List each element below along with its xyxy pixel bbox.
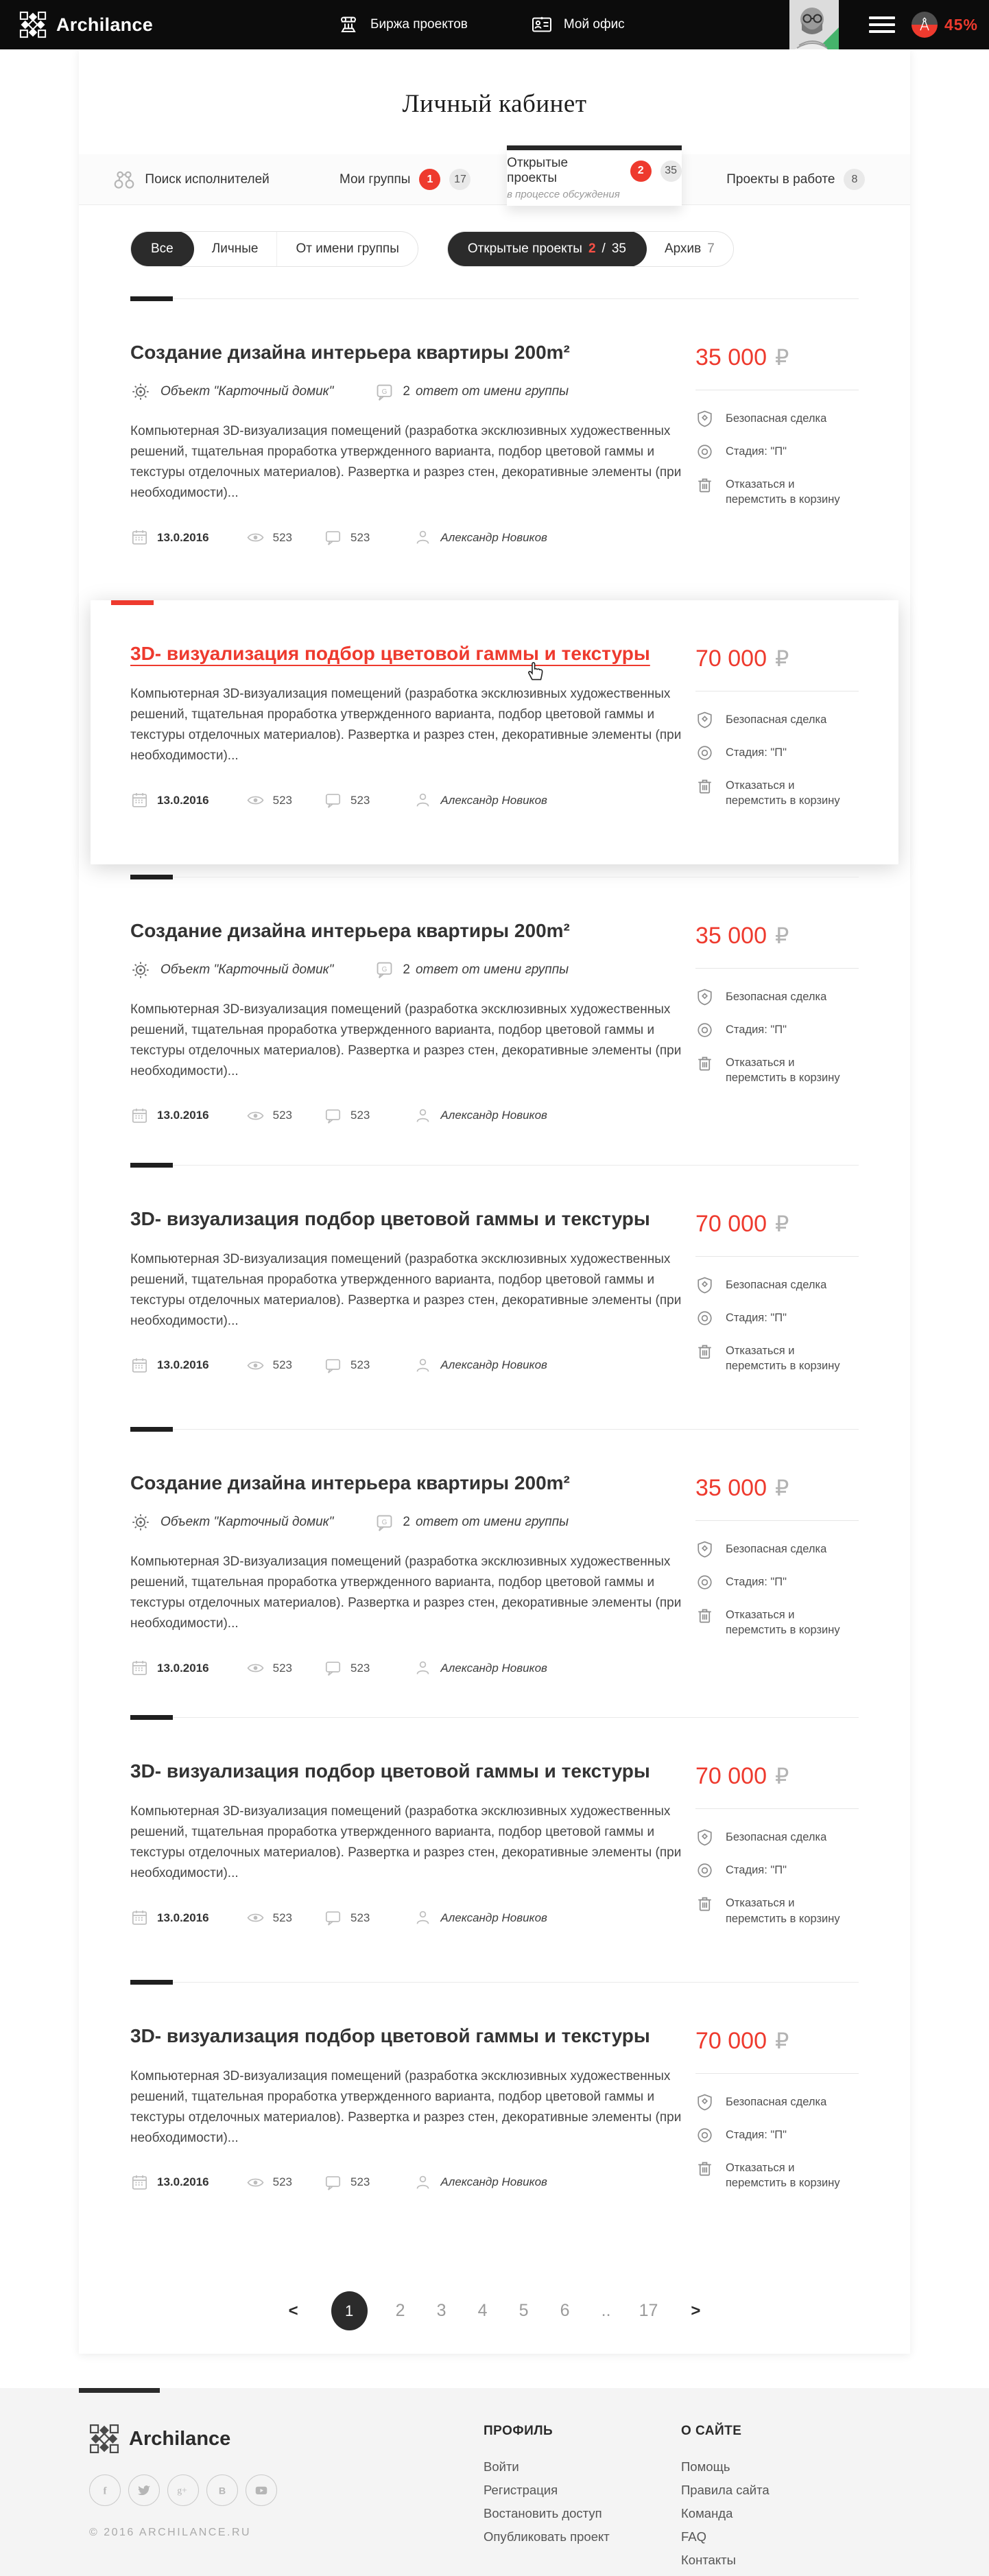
mouse-cursor-icon xyxy=(524,658,545,681)
pagination xyxy=(79,2291,910,2330)
stage[interactable]: Стадия: "П" xyxy=(695,444,859,461)
shield-icon xyxy=(695,2093,714,2112)
filter-archive[interactable]: Архив 7 xyxy=(664,241,715,256)
discard-to-trash[interactable]: Отказаться и перемстить в корзину xyxy=(695,1607,859,1638)
project-author: Александр Новиков xyxy=(440,2175,547,2189)
binoculars-icon xyxy=(112,168,136,191)
footer-link-publish-project[interactable]: Опубликовать проект xyxy=(484,2529,610,2544)
project-meta xyxy=(130,1909,687,1927)
profile-progress-icon[interactable] xyxy=(911,12,938,38)
footer-link-team[interactable]: Команда xyxy=(681,2506,733,2521)
footer-brand-name: Archilance xyxy=(129,2427,231,2450)
comment-count: 523 xyxy=(350,1661,370,1675)
project-description: Компьютерная 3D-визуализация помещений (разработка эксклюзивных художественных решений, тщательная проработка утвержденного варианта, подбор цветовой гаммы и текстуры отделочных материалов). Развертка и разрез стен, декоративные элементы (при необходимости)... xyxy=(130,687,682,764)
ruble-sign: ₽ xyxy=(775,646,789,672)
ruble-sign: ₽ xyxy=(775,345,789,370)
trash-icon xyxy=(695,777,714,795)
safe-deal[interactable]: Безопасная сделка xyxy=(695,989,859,1006)
footer-link-help[interactable]: Помощь xyxy=(681,2459,730,2474)
target-icon xyxy=(695,2126,714,2144)
safe-deal[interactable]: Безопасная сделка xyxy=(695,1541,859,1559)
filter-open-projects[interactable]: Открытые проекты 2 / 35 xyxy=(447,231,647,267)
project-date: 13.0.2016 xyxy=(157,530,209,544)
safe-deal[interactable]: Безопасная сделка xyxy=(695,2094,859,2112)
stage[interactable]: Стадия: "П" xyxy=(695,1574,859,1592)
ruble-sign: ₽ xyxy=(775,1476,789,1501)
group-replies xyxy=(374,1513,569,1533)
project-date: 13.0.2016 xyxy=(157,2175,209,2189)
project-side xyxy=(695,643,859,825)
page-6[interactable]: 6 xyxy=(560,2301,570,2321)
ruble-sign: ₽ xyxy=(775,1764,789,1789)
person-icon xyxy=(414,1107,432,1125)
project-author: Александр Новиков xyxy=(440,1661,547,1675)
shield-icon xyxy=(695,1828,714,1847)
project-meta xyxy=(130,791,687,810)
badge-total: 17 xyxy=(449,169,470,190)
nav-label: Мой офис xyxy=(563,17,625,32)
project-side xyxy=(695,1208,859,1390)
project-description: Компьютерная 3D-визуализация помещений (разработка эксклюзивных художественных решений, тщательная проработка утвержденного варианта, подбор цветовой гаммы и текстуры отделочных материалов). Развертка и разрез стен, декоративные элементы (при необходимости)... xyxy=(130,1555,682,1631)
project-card xyxy=(130,1982,859,2247)
project-date: 13.0.2016 xyxy=(157,1109,209,1122)
person-icon xyxy=(414,791,432,810)
project-description: Компьютерная 3D-визуализация помещений (разработка эксклюзивных художественных решений, тщательная проработка утвержденного варианта, подбор цветовой гаммы и текстуры отделочных материалов). Развертка и разрез стен, декоративные элементы (при необходимости)... xyxy=(130,424,682,501)
calendar-icon xyxy=(130,791,149,810)
vk-icon[interactable] xyxy=(206,2474,238,2506)
page-next-button[interactable]: > xyxy=(691,2301,701,2320)
shield-icon xyxy=(695,1540,714,1559)
view-count: 523 xyxy=(272,1661,293,1675)
project-date: 13.0.2016 xyxy=(157,793,209,807)
profile-progress-value: 45% xyxy=(944,15,978,34)
discard-to-trash[interactable]: Отказаться и перемстить в корзину xyxy=(695,1895,859,1926)
price-amount: 35 000 xyxy=(695,344,767,370)
person-icon xyxy=(414,528,432,547)
project-side xyxy=(695,2025,859,2207)
page-1[interactable]: 1 xyxy=(331,2291,368,2330)
page-2[interactable]: 2 xyxy=(395,2301,405,2321)
project-meta xyxy=(130,1356,687,1375)
discard-to-trash[interactable]: Отказаться и перемстить в корзину xyxy=(695,477,859,508)
group-replies xyxy=(374,960,569,980)
project-price xyxy=(695,1475,859,1502)
open-count-total: 35 xyxy=(611,241,626,256)
footer-link-register[interactable]: Регистрация xyxy=(484,2483,558,2498)
open-count-new: 2 xyxy=(588,241,596,256)
comment-count: 523 xyxy=(350,1358,370,1372)
tab-label: Проекты в работе xyxy=(726,172,835,187)
gear-icon xyxy=(130,960,151,980)
project-object-row xyxy=(130,960,687,980)
project-meta xyxy=(130,1659,687,1677)
comment-icon xyxy=(324,528,342,547)
eye-icon xyxy=(246,791,265,810)
project-price xyxy=(695,2028,859,2055)
drafting-compass-icon xyxy=(916,16,933,33)
project-meta xyxy=(130,528,687,547)
footer-column-profile xyxy=(484,2424,681,2572)
view-count: 523 xyxy=(272,1358,293,1372)
trash-icon xyxy=(695,475,714,494)
price-amount: 35 000 xyxy=(695,922,767,949)
view-count: 523 xyxy=(272,1911,293,1924)
stage[interactable]: Стадия: "П" xyxy=(695,1022,859,1039)
footer-logo[interactable] xyxy=(89,2424,484,2454)
tab-open-projects[interactable] xyxy=(507,145,682,206)
divider xyxy=(695,691,859,692)
eye-icon xyxy=(246,1356,265,1375)
project-title-link[interactable]: 3D- визуализация подбор цветовой гаммы и текстуры xyxy=(130,1207,650,1229)
id-card-icon xyxy=(531,14,553,36)
project-description: Компьютерная 3D-визуализация помещений (разработка эксклюзивных художественных решений, тщательная проработка утвержденного варианта, подбор цветовой гаммы и текстуры отделочных материалов). Развертка и разрез стен, декоративные элементы (при необходимости)... xyxy=(130,1251,682,1328)
project-card xyxy=(130,877,859,1165)
group-bubble-icon xyxy=(374,960,394,980)
replies-label: ответ от имени группы xyxy=(415,384,569,399)
project-author: Александр Новиков xyxy=(440,1358,547,1372)
replies-count: 2 xyxy=(403,384,410,399)
project-title-link[interactable]: Создание дизайна интерьера квартиры 200m² xyxy=(130,342,570,363)
gear-icon xyxy=(130,1512,151,1533)
project-list xyxy=(79,298,910,2246)
trash-icon xyxy=(695,1894,714,1913)
footer-link-restore-access[interactable]: Востановить доступ xyxy=(484,2506,602,2521)
project-object: Объект "Карточный домик" xyxy=(160,384,334,399)
person-icon xyxy=(414,1659,432,1677)
person-icon xyxy=(414,2173,432,2192)
tab-search-performers[interactable] xyxy=(79,154,303,204)
project-author: Александр Новиков xyxy=(440,793,547,807)
page-4[interactable]: 4 xyxy=(477,2301,488,2321)
replies-count: 2 xyxy=(403,1515,410,1530)
brand-name: Archilance xyxy=(56,14,154,35)
scope-filter-group xyxy=(130,231,418,267)
column-icon xyxy=(337,14,359,36)
group-replies xyxy=(374,382,569,402)
comment-count: 523 xyxy=(350,1109,370,1122)
eye-icon xyxy=(246,528,265,547)
footer-link-rules[interactable]: Правила сайта xyxy=(681,2483,770,2498)
project-meta xyxy=(130,2173,687,2192)
comment-icon xyxy=(324,1909,342,1927)
archilance-logo-icon xyxy=(19,11,47,38)
eye-icon xyxy=(246,1909,265,1927)
calendar-icon xyxy=(130,1659,149,1677)
page-title: Личный кабинет xyxy=(402,90,587,118)
header-right xyxy=(789,0,989,49)
target-icon xyxy=(695,1861,714,1880)
footer-column-title: ПРОФИЛЬ xyxy=(484,2424,553,2439)
page-5[interactable]: 5 xyxy=(519,2301,529,2321)
divider xyxy=(695,968,859,969)
tab-label: Поиск исполнителей xyxy=(145,172,270,187)
count-separator: / xyxy=(601,241,606,256)
stage[interactable]: Стадия: "П" xyxy=(695,2127,859,2144)
project-description: Компьютерная 3D-визуализация помещений (разработка эксклюзивных художественных решений, тщательная проработка утвержденного варианта, подбор цветовой гаммы и текстуры отделочных материалов). Развертка и разрез стен, декоративные элементы (при необходимости)... xyxy=(130,2068,682,2145)
calendar-icon xyxy=(130,528,149,547)
target-icon xyxy=(695,744,714,762)
project-date: 13.0.2016 xyxy=(157,1661,209,1675)
comment-count: 523 xyxy=(350,1911,370,1924)
main-container xyxy=(79,49,910,2354)
project-title-link[interactable]: Создание дизайна интерьера квартиры 200m² xyxy=(130,919,570,941)
safe-deal[interactable]: Безопасная сделка xyxy=(695,1277,859,1295)
nav-item-exchange[interactable] xyxy=(337,14,468,36)
top-header xyxy=(0,0,989,49)
project-card-hovered xyxy=(91,600,898,864)
gear-icon xyxy=(130,381,151,402)
eye-icon xyxy=(246,2173,265,2192)
google-plus-icon[interactable] xyxy=(167,2474,199,2506)
target-icon xyxy=(695,1573,714,1592)
price-amount: 70 000 xyxy=(695,1210,767,1237)
project-price xyxy=(695,923,859,949)
page-3[interactable]: 3 xyxy=(436,2301,446,2321)
divider xyxy=(695,1520,859,1521)
safe-deal[interactable]: Безопасная сделка xyxy=(695,411,859,428)
trash-icon xyxy=(695,1054,714,1072)
safe-deal[interactable]: Безопасная сделка xyxy=(695,1830,859,1847)
project-object: Объект "Карточный домик" xyxy=(160,962,334,977)
nav-item-my-office[interactable] xyxy=(531,14,625,36)
page-prev-button[interactable]: < xyxy=(288,2301,298,2320)
divider xyxy=(695,1256,859,1257)
replies-label: ответ от имени группы xyxy=(415,1515,569,1530)
discard-to-trash[interactable]: Отказаться и перемстить в корзину xyxy=(695,1055,859,1086)
project-side xyxy=(695,1472,859,1677)
avatar-photo xyxy=(789,0,839,49)
replies-label: ответ от имени группы xyxy=(415,962,569,977)
divider xyxy=(695,2073,859,2074)
comment-count: 523 xyxy=(350,530,370,544)
social-links xyxy=(89,2474,484,2506)
shield-icon xyxy=(695,1276,714,1295)
project-object-row xyxy=(130,381,687,402)
shield-icon xyxy=(695,711,714,729)
brand-logo[interactable] xyxy=(19,11,153,38)
project-price xyxy=(695,1763,859,1790)
target-icon xyxy=(695,442,714,461)
tab-label: Открытые проекты xyxy=(507,156,569,185)
footer-column-about xyxy=(681,2424,879,2572)
view-count: 523 xyxy=(272,793,293,807)
page-footer xyxy=(0,2388,989,2576)
comment-icon xyxy=(324,1659,342,1677)
project-description: Компьютерная 3D-визуализация помещений (разработка эксклюзивных художественных решений, тщательная проработка утвержденного варианта, подбор цветовой гаммы и текстуры отделочных материалов). Развертка и разрез стен, декоративные элементы (при необходимости)... xyxy=(130,1002,682,1078)
filter-bar xyxy=(79,205,910,267)
footer-link-login[interactable]: Войти xyxy=(484,2459,519,2474)
replies-count: 2 xyxy=(403,962,410,977)
project-title-link[interactable]: Создание дизайна интерьера квартиры 200m² xyxy=(130,1472,570,1494)
trash-icon xyxy=(695,1342,714,1360)
view-count: 523 xyxy=(272,2175,293,2189)
ruble-sign: ₽ xyxy=(775,2028,789,2053)
tab-label: Мои группы xyxy=(339,172,411,187)
nav-label: Биржа проектов xyxy=(370,17,468,32)
archive-count: 7 xyxy=(707,241,715,256)
view-count: 523 xyxy=(272,530,293,544)
project-object: Объект "Карточный домик" xyxy=(160,1515,334,1530)
view-count: 523 xyxy=(272,1109,293,1122)
stage[interactable]: Стадия: "П" xyxy=(695,1863,859,1880)
youtube-icon[interactable] xyxy=(246,2474,277,2506)
user-avatar[interactable] xyxy=(789,0,839,49)
header-nav xyxy=(337,14,625,36)
trash-icon xyxy=(695,1606,714,1624)
comment-icon xyxy=(324,2173,342,2192)
tab-my-groups[interactable] xyxy=(303,154,507,204)
price-amount: 70 000 xyxy=(695,2027,767,2054)
project-card xyxy=(130,298,859,587)
project-card xyxy=(130,1165,859,1430)
project-price xyxy=(695,1211,859,1238)
calendar-icon xyxy=(130,1107,149,1125)
footer-brand-block xyxy=(89,2424,484,2572)
eye-icon xyxy=(246,1107,265,1125)
safe-deal[interactable]: Безопасная сделка xyxy=(695,712,859,729)
project-author: Александр Новиков xyxy=(440,1911,547,1924)
trash-icon xyxy=(695,2159,714,2177)
person-icon xyxy=(414,1909,432,1927)
badge-new: 1 xyxy=(419,169,440,190)
project-meta xyxy=(130,1107,687,1125)
project-author: Александр Новиков xyxy=(440,1109,547,1122)
discard-to-trash[interactable]: Отказаться и перемстить в корзину xyxy=(695,1343,859,1374)
person-icon xyxy=(414,1356,432,1375)
facebook-icon[interactable] xyxy=(89,2474,121,2506)
price-amount: 70 000 xyxy=(695,1763,767,1790)
badge-new: 2 xyxy=(630,161,652,182)
comment-count: 523 xyxy=(350,793,370,807)
project-price xyxy=(695,646,859,672)
project-title-link[interactable]: 3D- визуализация подбор цветовой гаммы и текстуры xyxy=(130,1760,650,1782)
comment-icon xyxy=(324,1107,342,1125)
page-17[interactable]: 17 xyxy=(639,2301,658,2321)
group-bubble-icon xyxy=(374,382,394,402)
project-title-link[interactable]: 3D- визуализация подбор цветовой гаммы и текстуры xyxy=(130,2024,650,2046)
comment-count: 523 xyxy=(350,2175,370,2189)
comment-icon xyxy=(324,791,342,810)
project-author: Александр Новиков xyxy=(440,530,547,544)
project-card xyxy=(130,1429,859,1717)
filter-personal[interactable]: Личные xyxy=(193,232,278,266)
target-icon xyxy=(695,1021,714,1039)
calendar-icon xyxy=(130,1909,149,1927)
project-date: 13.0.2016 xyxy=(157,1911,209,1924)
tab-projects-in-work[interactable] xyxy=(682,154,910,204)
project-price xyxy=(695,344,859,371)
shield-icon xyxy=(695,410,714,428)
project-title-link[interactable]: 3D- визуализация подбор цветовой гаммы и текстуры xyxy=(130,643,650,665)
footer-link-contacts[interactable]: Контакты xyxy=(681,2553,736,2568)
project-side xyxy=(695,342,859,547)
calendar-icon xyxy=(130,2173,149,2192)
price-amount: 35 000 xyxy=(695,1475,767,1502)
footer-column-title: О САЙТЕ xyxy=(681,2424,742,2439)
archilance-logo-icon xyxy=(89,2424,119,2454)
ruble-sign: ₽ xyxy=(775,1211,789,1236)
target-icon xyxy=(695,1309,714,1327)
badge-total: 8 xyxy=(844,169,865,190)
project-date: 13.0.2016 xyxy=(157,1358,209,1372)
stage[interactable]: Стадия: "П" xyxy=(695,745,859,762)
project-object-row xyxy=(130,1512,687,1533)
badge-total: 35 xyxy=(660,161,682,182)
tab-subtitle: в процессе обсуждения xyxy=(507,189,620,200)
stage[interactable]: Стадия: "П" xyxy=(695,1310,859,1327)
status-filter-group xyxy=(447,231,734,267)
footer-link-faq[interactable]: FAQ xyxy=(681,2529,707,2544)
discard-to-trash[interactable]: Отказаться и перемстить в корзину xyxy=(695,778,859,809)
comment-icon xyxy=(324,1356,342,1375)
hamburger-menu-icon[interactable] xyxy=(869,16,895,33)
group-bubble-icon xyxy=(374,1513,394,1533)
eye-icon xyxy=(246,1659,265,1677)
discard-to-trash[interactable]: Отказаться и перемстить в корзину xyxy=(695,2160,859,2191)
ruble-sign: ₽ xyxy=(775,923,789,948)
tab-bar xyxy=(79,154,910,205)
project-side xyxy=(695,1760,859,1942)
divider xyxy=(695,1808,859,1809)
price-amount: 70 000 xyxy=(695,646,767,672)
project-card xyxy=(130,1717,859,1982)
copyright: © 2016 ARCHILANCE.RU xyxy=(89,2527,252,2539)
shield-icon xyxy=(695,988,714,1006)
project-description: Компьютерная 3D-визуализация помещений (разработка эксклюзивных художественных решений, тщательная проработка утвержденного варианта, подбор цветовой гаммы и текстуры отделочных материалов). Развертка и разрез стен, декоративные элементы (при необходимости)... xyxy=(130,1804,682,1881)
twitter-icon[interactable] xyxy=(128,2474,160,2506)
calendar-icon xyxy=(130,1356,149,1375)
filter-all[interactable]: Все xyxy=(130,231,194,267)
page-ellipsis: .. xyxy=(601,2301,611,2321)
filter-on-behalf-of-group[interactable]: От имени группы xyxy=(296,241,399,256)
project-side xyxy=(695,920,859,1125)
